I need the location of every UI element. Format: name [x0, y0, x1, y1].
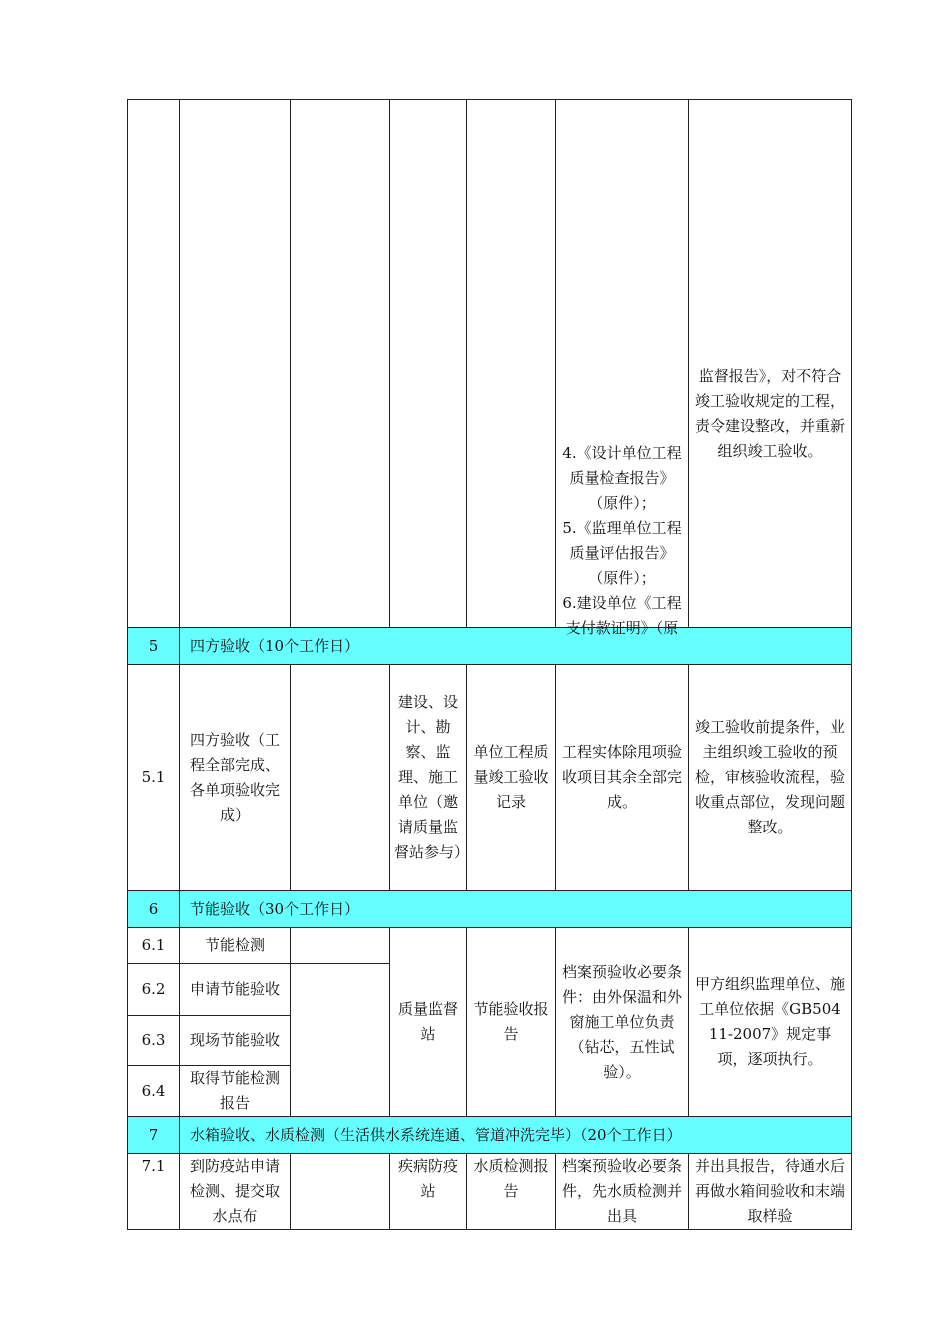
materials-cell: 4.《设计单位工程质量检查报告》（原件）； 5.《监理单位工程质量评估报告》（原件）； 6.建设单位《工程支付款证明》（原 [556, 100, 689, 628]
section-row-5: 5 四方验收（10个工作日） [128, 628, 852, 665]
table-row-6-1: 6.1 节能检测 质量监督站 节能验收报告 档案预验收必要条件：由外保温和外窗施工单位负责（钻芯，五性试验）。 甲方组织监理单位、施工单位依据《GB50411-2007》规定事项，逐项执行。 [128, 928, 852, 964]
table-row-7-1: 7.1 到防疫站申请检测、提交取水点布 疾病防疫站 水质检测报告 档案预验收必要条件，先水质检测并出具 并出具报告，待通水后再做水箱间验收和末端取样验 [128, 1154, 852, 1230]
notes-cell: 监督报告》，对不符合竣工验收规定的工程，责令建设整改，并重新组织竣工验收。 [689, 100, 852, 628]
table-row-5-1: 5.1 四方验收（工程全部完成、各单项验收完成） 建设、设计、勘察、监理、施工单位（邀请质量监督站参与） 单位工程质量竣工验收记录 工程实体除甩项验收项目其余全部完成。 竣工验收前提条件，业主组织竣工验收的预检，审核验收流程，验收重点部位，发现问题整改。 [128, 665, 852, 891]
table-row-6-2: 6.2 申请节能验收 [128, 964, 852, 1016]
section-row-7: 7 水箱验收、水质检测（生活供水系统连通、管道冲洗完毕）（20个工作日） [128, 1117, 852, 1154]
table-row-6-3: 6.3 现场节能验收 [128, 1016, 852, 1066]
section-row-6: 6 节能验收（30个工作日） [128, 891, 852, 928]
table-row-6-4: 6.4 取得节能检测报告 [128, 1066, 852, 1117]
table-row-continued [128, 100, 852, 628]
acceptance-table [127, 99, 852, 1230]
